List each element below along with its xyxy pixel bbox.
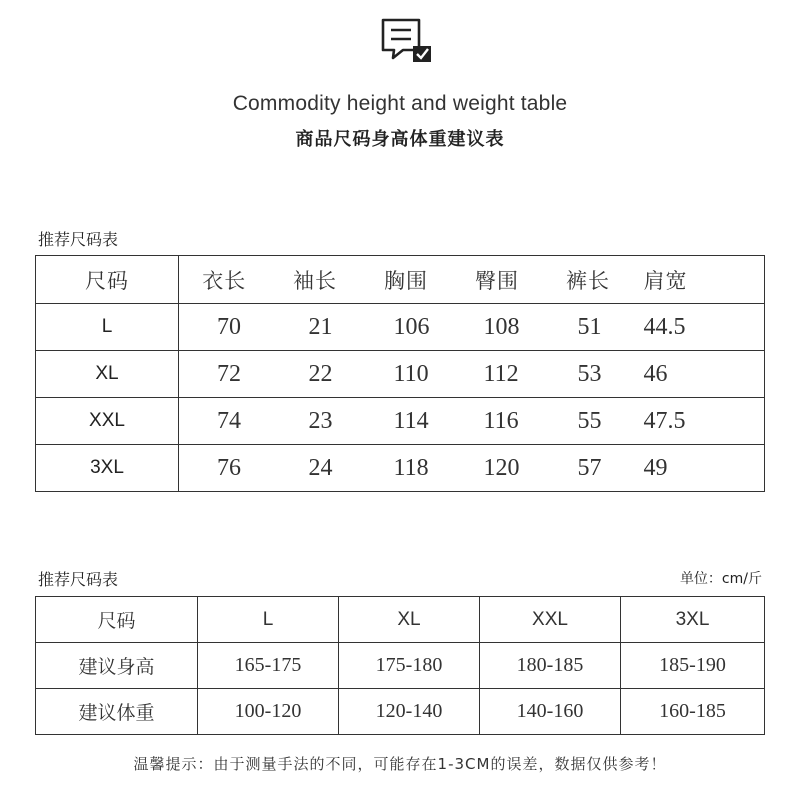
- value-cell: 46: [634, 351, 765, 398]
- value-cell: 51: [543, 304, 634, 351]
- value-cell: 70: [179, 304, 270, 351]
- value-cell: 110: [361, 351, 452, 398]
- height-weight-table: [35, 596, 765, 735]
- title-english: Commodity height and weight table: [232, 92, 568, 115]
- table-row: [36, 643, 765, 689]
- unit-label: 单位：cm/斤: [679, 571, 762, 587]
- table-row: [36, 398, 765, 445]
- title-chinese: 商品尺码身高体重建议表: [295, 129, 505, 150]
- column-header: 肩宽: [634, 256, 765, 304]
- value-cell: 53: [543, 351, 634, 398]
- column-header: 裤长: [543, 256, 634, 304]
- size-cell: L: [36, 304, 179, 351]
- value-cell: 160-185: [621, 689, 765, 735]
- value-cell: 165-175: [198, 643, 339, 689]
- value-cell: 22: [270, 351, 361, 398]
- size-chart-label: 推荐尺码表: [38, 230, 119, 249]
- column-header: 尺码: [36, 597, 198, 643]
- value-cell: 49: [634, 445, 765, 492]
- column-header: 袖长: [270, 256, 361, 304]
- column-header: XXL: [480, 597, 621, 643]
- value-cell: 118: [361, 445, 452, 492]
- value-cell: 120: [452, 445, 543, 492]
- value-cell: 23: [270, 398, 361, 445]
- value-cell: 114: [361, 398, 452, 445]
- column-header: L: [198, 597, 339, 643]
- row-header: 建议体重: [36, 689, 198, 735]
- value-cell: 21: [270, 304, 361, 351]
- value-cell: 44.5: [634, 304, 765, 351]
- column-header: 尺码: [36, 256, 179, 304]
- value-cell: 175-180: [339, 643, 480, 689]
- value-cell: 47.5: [634, 398, 765, 445]
- size-cell: 3XL: [36, 445, 179, 492]
- column-header: 3XL: [621, 597, 765, 643]
- table-row: [36, 689, 765, 735]
- size-cell: XL: [36, 351, 179, 398]
- value-cell: 74: [179, 398, 270, 445]
- column-header: 衣长: [179, 256, 270, 304]
- table-row: [36, 351, 765, 398]
- column-header: XL: [339, 597, 480, 643]
- value-cell: 180-185: [480, 643, 621, 689]
- value-cell: 112: [452, 351, 543, 398]
- table-row: [36, 445, 765, 492]
- height-weight-label: 推荐尺码表: [38, 570, 119, 589]
- value-cell: 120-140: [339, 689, 480, 735]
- value-cell: 24: [270, 445, 361, 492]
- value-cell: 108: [452, 304, 543, 351]
- table-row: [36, 304, 765, 351]
- value-cell: 116: [452, 398, 543, 445]
- value-cell: 57: [543, 445, 634, 492]
- column-header: 臀围: [452, 256, 543, 304]
- row-header: 建议身高: [36, 643, 198, 689]
- value-cell: 106: [361, 304, 452, 351]
- value-cell: 55: [543, 398, 634, 445]
- column-header: 胸围: [361, 256, 452, 304]
- value-cell: 185-190: [621, 643, 765, 689]
- size-cell: XXL: [36, 398, 179, 445]
- value-cell: 76: [179, 445, 270, 492]
- table-header-row: [36, 597, 765, 643]
- value-cell: 100-120: [198, 689, 339, 735]
- table-header-row: [36, 256, 765, 304]
- value-cell: 72: [179, 351, 270, 398]
- chat-check-icon: [381, 18, 433, 66]
- footnote: 温馨提示：由于测量手法的不同，可能存在1-3CM的误差，数据仅供参考！: [133, 755, 667, 773]
- value-cell: 140-160: [480, 689, 621, 735]
- size-chart-table: [35, 255, 765, 492]
